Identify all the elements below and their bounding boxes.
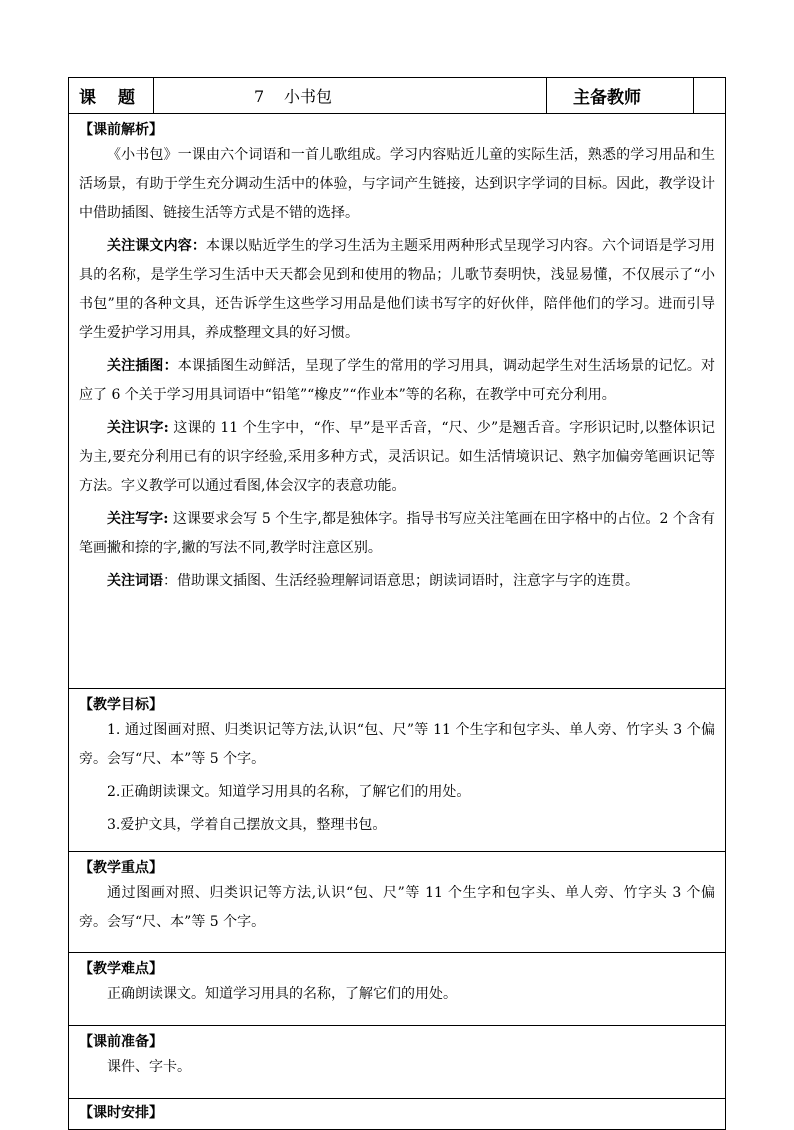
lesson-name: 小书包	[284, 87, 333, 106]
teacher-value-cell	[694, 78, 726, 114]
schedule-title: 【课时安排】	[79, 1105, 163, 1121]
schedule-row	[69, 1099, 726, 1130]
difficulties-text: 正确朗读课文。知道学习用具的名称，了解它们的用处。	[107, 986, 457, 1002]
analysis-content-paragraph	[79, 232, 715, 348]
analysis-row	[69, 114, 726, 689]
key-points-text: 通过图画对照、归类识记等方法,认识“包、尺”等 11 个生字和包字头、单人旁、竹字头 3 个偏旁。会写“尺、本”等 5 个字。	[79, 885, 715, 930]
goal-item-1: 1. 通过图画对照、归类识记等方法,认识“包、尺”等 11 个生字和包字头、单人旁、竹字头 3 个偏旁。会写“尺、本”等 5 个字。	[79, 722, 715, 767]
analysis-writing-paragraph	[79, 505, 715, 563]
analysis-illustration-key: 关注插图：	[107, 358, 178, 374]
analysis-intro: 《小书包》一课由六个词语和一首儿歌组成。学习内容贴近儿童的实际生活，熟悉的学习用品和生活场景，有助于学生充分调动生活中的体验，与字词产生链接，达到识字学词的目标。因此，教学设计中借助插图、链接生活等方式是不错的选择。	[79, 147, 715, 221]
lesson-number: 7	[254, 87, 265, 106]
goals-row	[69, 689, 726, 852]
preparation-section	[69, 1026, 726, 1099]
preparation-text: 课件、字卡。	[107, 1059, 191, 1075]
teacher-label-cell	[547, 78, 694, 114]
lesson-title-label-cell	[69, 78, 154, 114]
lesson-title-label-char1: 课	[79, 88, 96, 108]
analysis-content-key: 关注课文内容：	[107, 238, 206, 254]
goals-title: 【教学目标】	[79, 697, 163, 713]
lesson-plan-sheet	[68, 77, 726, 1130]
preparation-title: 【课前准备】	[79, 1034, 163, 1050]
analysis-writing-key: 关注写字:	[107, 511, 169, 527]
lesson-title-value-cell	[154, 78, 547, 114]
analysis-title: 【课前解析】	[79, 122, 163, 138]
analysis-writing-text: 这课要求会写 5 个生字,都是独体字。指导书写应关注笔画在田字格中的占位。2 个含有笔画撇和捺的字,撇的写法不同,教学时注意区别。	[79, 511, 715, 556]
difficulties-section	[69, 953, 726, 1026]
key-points-section	[69, 852, 726, 953]
analysis-content-text: 本课以贴近学生的学习生活为主题采用两种形式呈现学习内容。六个词语是学习用具的名称，是学生学习生活中天天都会见到和使用的物品；儿歌节奏明快，浅显易懂，不仅展示了“小书包”里的各种文具，还告诉学生这些学习用品是他们读书写字的好伙伴，陪伴他们的学习。进而引导学生爱护学习用具，养成整理文具的好习惯。	[79, 238, 715, 341]
schedule-section	[69, 1099, 726, 1130]
lesson-title-label-char2: 题	[118, 88, 135, 108]
analysis-section	[69, 114, 726, 689]
analysis-literacy-key: 关注识字:	[107, 420, 169, 436]
key-points-row	[69, 852, 726, 953]
analysis-literacy-paragraph	[79, 414, 715, 501]
analysis-vocabulary-paragraph	[79, 567, 715, 596]
teacher-label: 主备教师	[573, 88, 641, 108]
difficulties-row	[69, 953, 726, 1026]
preparation-row	[69, 1026, 726, 1099]
lesson-plan-table	[68, 77, 726, 1130]
goal-item-2: 2.正确朗读课文。知道学习用具的名称，了解它们的用处。	[107, 784, 471, 800]
analysis-vocabulary-key: 关注词语	[107, 573, 163, 589]
analysis-literacy-text: 这课的 11 个生字中，“作、早”是平舌音，“尺、少”是翘舌音。字形识记时,以整体识记为主,要充分利用已有的识字经验,采用多种方式，灵活识记。如生活情境识记、熟字加偏旁笔画识记等方法。字义教学可以通过看图,体会汉字的表意功能。	[79, 420, 716, 494]
header-row	[69, 78, 726, 114]
goals-section	[69, 689, 726, 852]
analysis-illustration-paragraph	[79, 352, 715, 410]
key-points-title: 【教学重点】	[79, 860, 163, 876]
difficulties-title: 【教学难点】	[79, 961, 163, 977]
analysis-vocabulary-text: ：借助课文插图、生活经验理解词语意思；朗读词语时，注意字与字的连贯。	[163, 573, 639, 589]
goal-item-3: 3.爱护文具，学着自己摆放文具，整理书包。	[107, 817, 387, 833]
analysis-illustration-text: 本课插图生动鲜活，呈现了学生的常用的学习用具，调动起学生对生活场景的记忆。对应了 6 个关于学习用具词语中“铅笔”“橡皮”“作业本”等的名称，在教学中可充分利用。	[79, 358, 716, 403]
